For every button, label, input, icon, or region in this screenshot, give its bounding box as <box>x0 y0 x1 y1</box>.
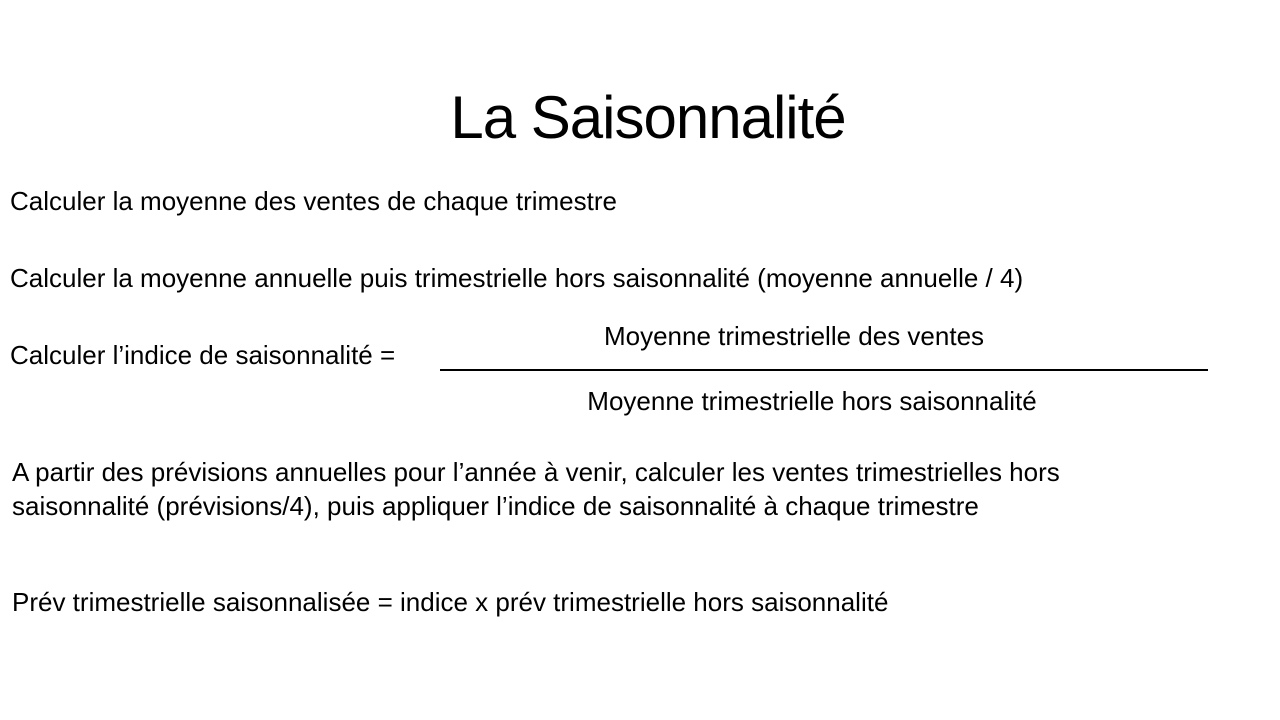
fraction-bar <box>440 369 1208 371</box>
fraction-denominator: Moyenne trimestrielle hors saisonnalité <box>587 386 1037 416</box>
slide-title: La Saisonnalité <box>450 84 846 151</box>
step-mean-per-quarter: Calculer la moyenne des ventes de chaque trimestre <box>10 186 617 216</box>
step-seasonality-index-label: Calculer l’indice de saisonnalité = <box>10 340 396 370</box>
step-apply-forecast <box>12 455 1262 523</box>
fraction-numerator: Moyenne trimestrielle des ventes <box>603 321 985 351</box>
step-apply-forecast-line1: A partir des prévisions annuelles pour l’année à venir, calculer les ventes trimestrielles hors <box>12 457 1060 487</box>
seasonal-forecast-formula: Prév trimestrielle saisonnalisée = indice x prév trimestrielle hors saisonnalité <box>12 587 889 617</box>
step-apply-forecast-line2: saisonnalité (prévisions/4), puis appliquer l’indice de saisonnalité à chaque trimestre <box>12 491 979 521</box>
step-annual-mean: Calculer la moyenne annuelle puis trimestrielle hors saisonnalité (moyenne annuelle / 4) <box>10 263 1024 293</box>
